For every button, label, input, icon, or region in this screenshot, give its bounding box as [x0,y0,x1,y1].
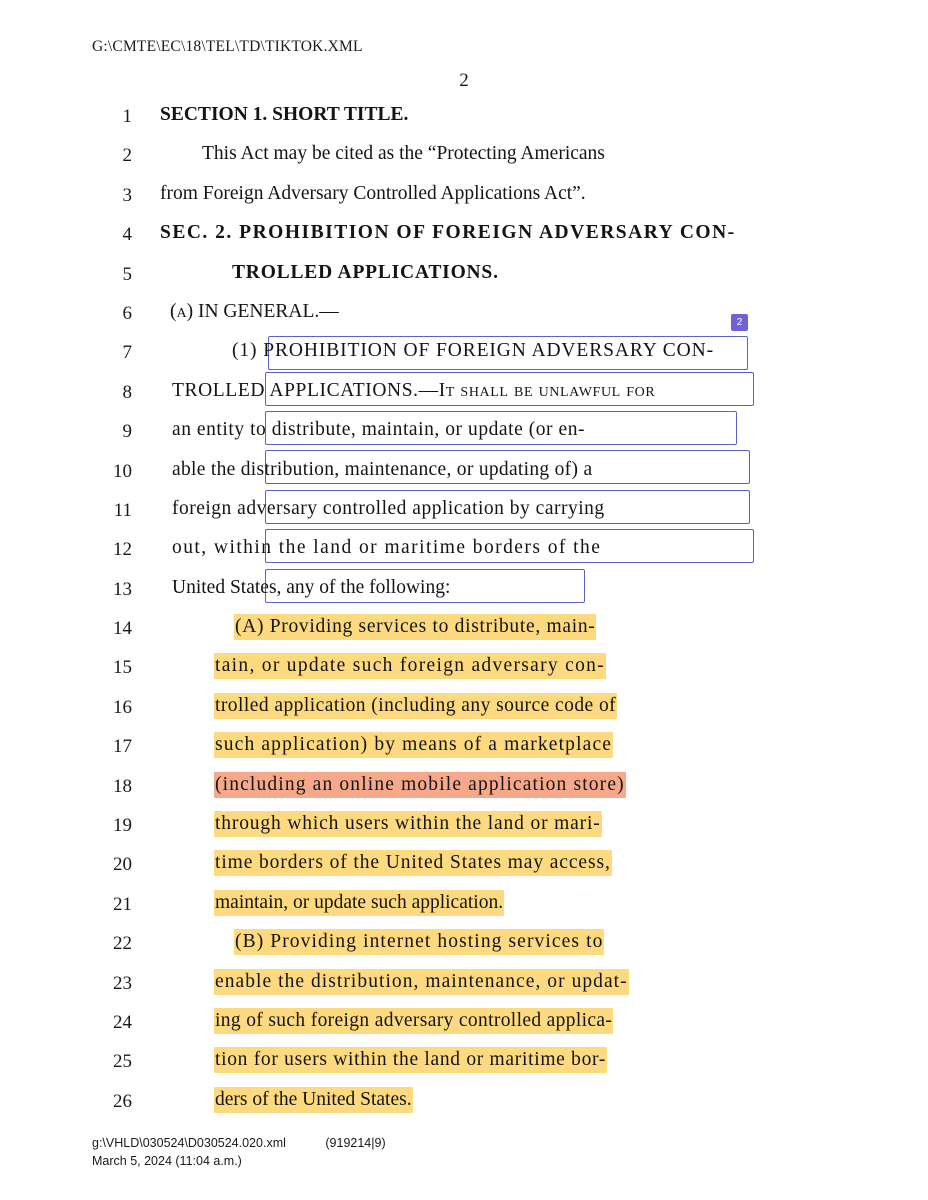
line-number: 15 [113,657,132,679]
text-line [92,455,836,494]
text-line [92,533,836,572]
line-number: 1 [122,106,132,127]
line-text [132,927,836,953]
footer-code: (919214|9) [325,1135,386,1150]
line-number: 20 [113,854,132,876]
text-line [92,100,836,139]
line-text [132,809,836,835]
highlight-yellow: maintain, or update such application. [214,890,504,916]
text-line [92,258,836,297]
line-number: 13 [113,578,132,600]
line-number: 8 [122,381,132,403]
line-number: 23 [113,972,132,994]
highlight-yellow: enable the distribution, maintenance, or updat- [214,969,629,995]
line-text [132,612,836,638]
line-text [132,967,836,993]
document-footer [92,1134,386,1170]
line-text: able the distribution, maintenance, or updating of) a [172,458,593,480]
text-line [92,888,836,927]
text-line [92,139,836,178]
line-text: United States, any of the following: [172,576,451,598]
line-text [132,139,836,165]
line-number: 4 [122,224,132,246]
footer-file-path: g:\VHLD\030524\D030524.020.xml [92,1135,286,1150]
line-number: 25 [113,1051,132,1073]
text-line [92,809,836,848]
text-line [92,927,836,966]
highlight-orange: (including an online mobile application store) [214,772,626,798]
text-line [92,651,836,690]
line-text-value: TROLLED APPLICATIONS.—It shall be unlawful for [172,379,656,401]
line-number: 17 [113,736,132,758]
line-text: (1) PROHIBITION OF FOREIGN ADVERSARY CON- [232,340,714,362]
text-line [92,967,836,1006]
text-line [92,848,836,887]
line-text: foreign adversary controlled application by carrying [172,497,605,519]
line-number: 24 [113,1011,132,1033]
line-text [132,1045,836,1071]
text-line [92,179,836,218]
line-text [132,848,836,874]
line-text [132,376,836,402]
line-text: TROLLED APPLICATIONS. [232,261,499,283]
line-text [132,770,836,796]
text-line [92,770,836,809]
line-text [132,1085,836,1111]
text-line [92,415,836,454]
text-line [92,691,836,730]
text-line [92,1006,836,1045]
line-text [132,1006,836,1032]
highlight-yellow: (B) Providing internet hosting services to [234,929,604,955]
highlight-yellow: tion for users within the land or maritime bor- [214,1047,607,1073]
line-number: 26 [113,1090,132,1112]
line-text-value: This Act may be cited as the “Protecting Americans [202,143,605,165]
line-text: (a) IN GENERAL.— [170,300,339,322]
line-number: 22 [113,933,132,955]
line-number: 19 [113,815,132,837]
text-line [92,1045,836,1084]
footer-date: March 5, 2024 (11:04 a.m.) [92,1153,242,1168]
line-number: 11 [113,499,132,521]
highlight-yellow: tain, or update such foreign adversary con- [214,653,606,679]
line-number: 6 [122,302,132,324]
line-number: 21 [113,893,132,915]
line-text [132,888,836,914]
text-line [92,376,836,415]
line-number: 5 [122,263,132,285]
line-number: 10 [113,460,132,482]
text-line [92,612,836,651]
line-text: out, within the land or maritime borders of the [172,537,602,559]
line-number: 16 [113,696,132,718]
line-number: 14 [113,618,132,640]
highlight-yellow: ing of such foreign adversary controlled applica- [214,1008,613,1034]
page-number: 2 [459,70,469,91]
line-number: 12 [113,539,132,561]
line-text [132,691,836,717]
highlight-yellow: through which users within the land or mari- [214,811,602,837]
highlight-yellow: ders of the United States. [214,1087,413,1113]
line-text: from Foreign Adversary Controlled Applications Act”. [160,182,586,204]
annotation-badge[interactable]: 2 [731,314,748,331]
text-line [92,297,836,336]
line-text: an entity to distribute, maintain, or update (or en- [172,419,586,441]
highlight-yellow: time borders of the United States may access, [214,850,612,876]
line-number: 9 [122,421,132,443]
line-text [132,651,836,677]
highlight-yellow: trolled application (including any source code of [214,693,617,719]
text-line [92,336,836,375]
line-number: 3 [122,184,132,206]
text-line [92,1085,836,1124]
document-header-path: G:\CMTE\EC\18\TEL\TD\TIKTOK.XML [92,38,363,55]
line-number: 18 [113,775,132,797]
line-text: SECTION 1. SHORT TITLE. [160,104,409,125]
text-line [92,730,836,769]
line-number: 7 [122,342,132,364]
highlight-yellow: such application) by means of a marketplace [214,732,613,758]
highlight-yellow: (A) Providing services to distribute, main- [234,614,596,640]
text-line [92,494,836,533]
bill-text-body [92,100,836,1124]
text-line [92,573,836,612]
line-text: SEC. 2. PROHIBITION OF FOREIGN ADVERSARY CON- [160,222,736,244]
line-number: 2 [122,145,132,167]
text-line [92,218,836,257]
line-text [132,730,836,756]
